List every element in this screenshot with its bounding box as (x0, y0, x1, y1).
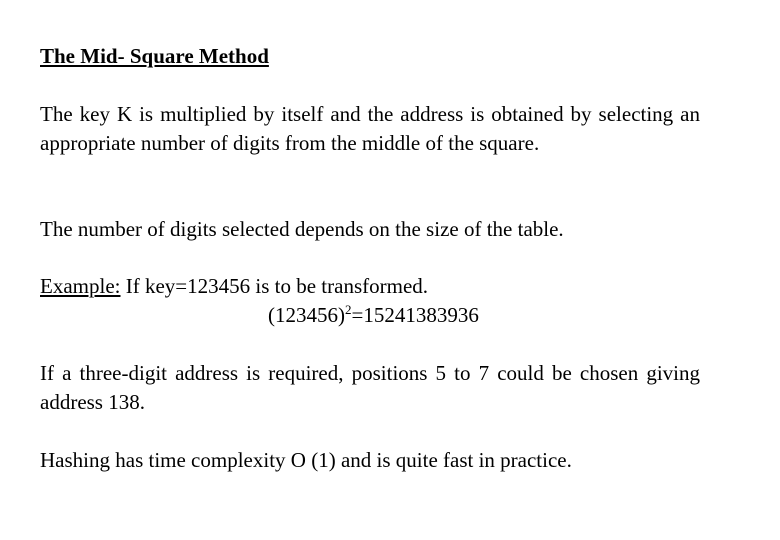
equation-exponent: 2 (345, 302, 352, 317)
page-title: The Mid- Square Method (40, 44, 269, 68)
example-square-equation (40, 301, 700, 330)
equation-base: (123456) (268, 303, 345, 327)
three-digit-address-note: If a three-digit address is required, positions 5 to 7 could be chosen giving address 138. (40, 361, 700, 414)
mid-square-description: The key K is multiplied by itself and the address is obtained by selecting an appropriate number of digits from the middle of the square. (40, 102, 700, 155)
time-complexity-note: Hashing has time complexity O (1) and is quite fast in practice. (40, 448, 572, 472)
equation-result: =15241383936 (351, 303, 479, 327)
example-block (40, 272, 700, 330)
example-line-1 (40, 272, 700, 301)
example-label: Example: (40, 274, 121, 298)
digits-selection-note: The number of digits selected depends on the size of the table. (40, 217, 564, 241)
example-key-text: If key=123456 is to be transformed. (120, 274, 429, 298)
